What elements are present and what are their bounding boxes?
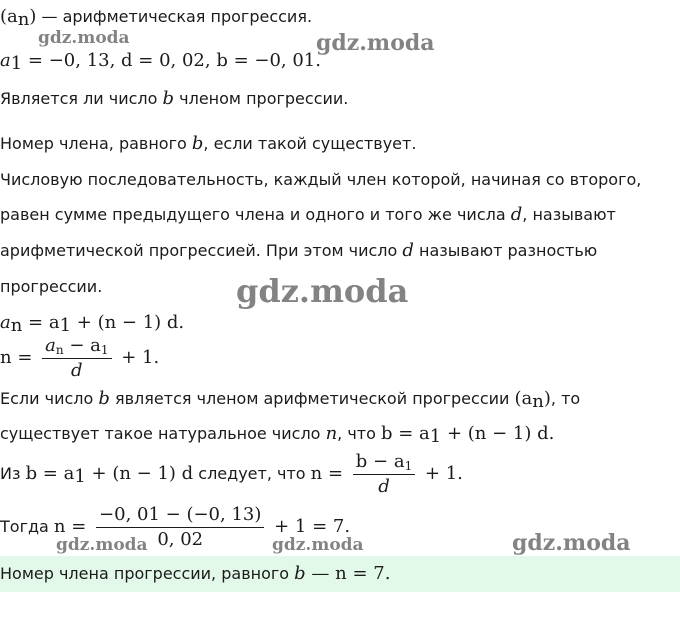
question-2: Номер члена, равного b, если такой существует. xyxy=(0,133,417,154)
n-formula: n = $\frac{a_n - a_1}{d}$ + 1. xyxy=(0,335,160,381)
question-1: Является ли число b членом прогрессии. xyxy=(0,88,349,109)
nth-term-formula: $a_n = a_1 + (n - 1)$ d. xyxy=(0,312,185,336)
definition-line-2: равен сумме предыдущего члена и одного и того же числа d, называют xyxy=(0,204,616,225)
definition-line-3: арифметической прогрессией. При этом число d называют разностью xyxy=(0,240,598,261)
watermark: gdz.moda xyxy=(236,272,409,310)
watermark: gdz.moda xyxy=(316,30,435,56)
watermark: gdz.moda xyxy=(38,28,130,48)
reasoning-line-2: существует такое натуральное число n, что $b = a_1 + (n - 1)$ d. xyxy=(0,423,555,447)
answer-box xyxy=(0,556,680,592)
answer-text: Номер члена прогрессии, равного b — n = 7. xyxy=(0,563,391,584)
n-formula-fraction: $\frac{a_n - a_1}{d}$ xyxy=(42,334,111,383)
given-values: $a_1 = -0$, 13, d = 0, 02, b = −0, 01. xyxy=(0,50,321,74)
calculation: Тогда n = $\frac{-0, 01 - (-0, 13)}{0, 02}$ + 1 = 7. xyxy=(0,504,351,550)
reasoning-line-1: Если число b является членом арифметической прогрессии $(a_n)$, то xyxy=(0,388,581,412)
watermark: gdz.moda xyxy=(512,530,631,556)
calculation-fraction: $\frac{-0, 01 - (-0, 13)}{0, 02}$ xyxy=(96,503,264,552)
reasoning-line-3: Из $b = a_1 + (n - 1)$ d следует, что n = $\frac{b - a_1}{d}$ + 1. xyxy=(0,451,463,497)
watermark: gdz.moda xyxy=(272,535,364,555)
sequence-definition: $(a_n)$ — арифметическая прогрессия. xyxy=(0,6,313,30)
watermark: gdz.moda xyxy=(56,535,148,555)
definition-line-1: Числовую последовательность, каждый член которой, начиная со второго, xyxy=(0,170,642,189)
definition-line-4: прогрессии. xyxy=(0,277,103,296)
derived-fraction: $\frac{b - a_1}{d}$ xyxy=(353,450,415,499)
